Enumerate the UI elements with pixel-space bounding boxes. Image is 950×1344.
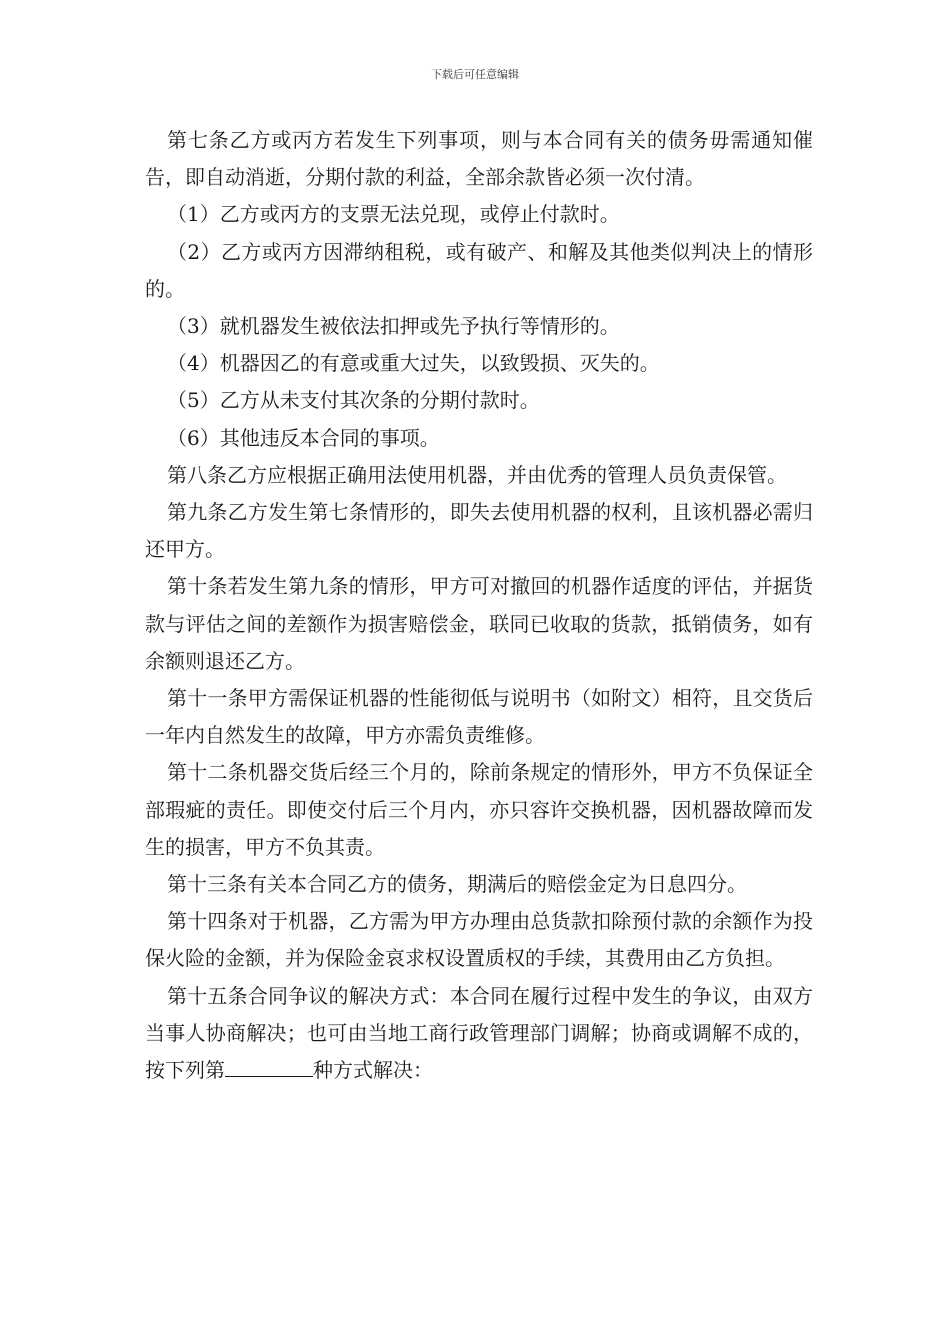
article-9: 第九条乙方发生第七条情形的，即失去使用机器的权利，且该机器必需归还甲方。 xyxy=(145,500,813,562)
article-12: 第十二条机器交货后经三个月的，除前条规定的情形外，甲方不负保证全部瑕疵的责任。即使交付后三个月内，亦只容许交换机器，因机器故障而发生的损害，甲方不负其责。 xyxy=(145,760,813,859)
article-15-text: 第十五条合同争议的解决方式：本合同在履行过程中发生的争议，由双方当事人协商解决；也可由当地工商行政管理部门调解；协商或调解不成的，按下列第 xyxy=(145,983,813,1083)
article-7-item-3: （3）就机器发生被依法扣押或先予执行等情形的。 xyxy=(167,314,620,339)
fill-in-blank[interactable] xyxy=(225,1075,313,1077)
article-7-item-6: （6）其他违反本合同的事项。 xyxy=(167,425,440,450)
article-7-item-4: （4）机器因乙的有意或重大过失，以致毁损、灭失的。 xyxy=(167,351,660,376)
article-11: 第十一条甲方需保证机器的性能彻低与说明书（如附文）相符，且交货后一年内自然发生的故障，甲方亦需负责维修。 xyxy=(145,686,813,748)
article-13: 第十三条有关本合同乙方的债务，期满后的赔偿金定为日息四分。 xyxy=(167,872,747,897)
document-body xyxy=(145,122,813,1089)
article-14: 第十四条对于机器，乙方需为甲方办理由总货款扣除预付款的余额作为投保火险的金额，并为保险金哀求权设置质权的手续，其费用由乙方负担。 xyxy=(145,909,813,971)
page-header: 下载后可任意编辑 xyxy=(431,68,519,81)
article-7-item-2: （2）乙方或丙方因滞纳租税，或有破产、和解及其他类似判决上的情形的。 xyxy=(145,239,813,301)
article-15-text-end: 种方式解决： xyxy=(313,1058,433,1083)
article-7-item-5: （5）乙方从未支付其次条的分期付款时。 xyxy=(167,388,540,413)
article-8: 第八条乙方应根据正确用法使用机器，并由优秀的管理人员负责保管。 xyxy=(167,462,787,487)
article-7: 第七条乙方或丙方若发生下列事项，则与本合同有关的债务毋需通知催告，即自动消逝，分期付款的利益，全部余款皆必须一次付清。 xyxy=(145,128,813,190)
article-10: 第十条若发生第九条的情形，甲方可对撤回的机器作适度的评估，并据货款与评估之间的差额作为损害赔偿金，联同已收取的货款，抵销债务，如有余额则退还乙方。 xyxy=(145,574,813,673)
article-7-item-1: （1）乙方或丙方的支票无法兑现，或停止付款时。 xyxy=(167,202,620,227)
article-15 xyxy=(145,978,813,1090)
